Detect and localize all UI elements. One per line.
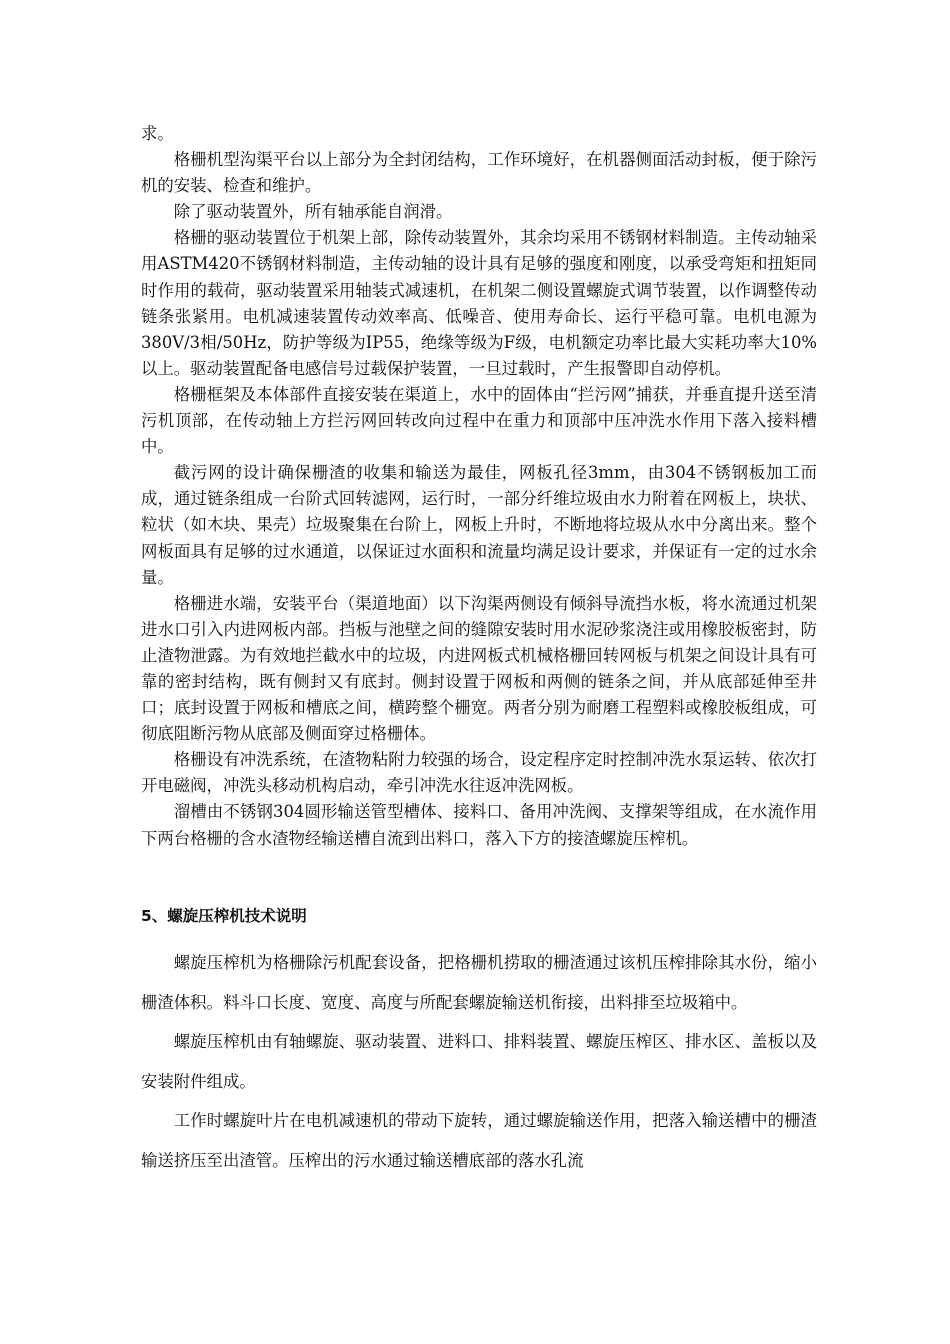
- body-text-block: [141, 121, 817, 852]
- section-heading: 5、螺旋压榨机技术说明: [141, 907, 307, 925]
- paragraph-screen-mesh: 截污网的设计确保栅渣的收集和输送为最佳，网板孔径3mm，由304不锈钢板加工而成，通过链条组成一台阶式回转滤网，运行时，一部分纤维垃圾由水力附着在网板上，块状、粒状（如木块、果壳）垃圾聚集在台阶上，网板上升时，不断地将垃圾从水中分离出来。整个网板面具有足够的过水通道，以保证过水面积和流量均满足设计要求，并保证有一定的过水余量。: [141, 463, 817, 587]
- section-paragraph-components: 螺旋压榨机由有轴螺旋、驱动装置、进料口、排料装置、螺旋压榨区、排水区、盖板以及安装附件组成。: [141, 1032, 817, 1091]
- paragraph-inlet-seal: 格栅进水端，安装平台（渠道地面）以下沟渠两侧设有倾斜导流挡水板，将水流通过机架进水口引入内进网板内部。挡板与池壁之间的缝隙安装时用水泥砂浆浇注或用橡胶板密封，防止渣物泄露。为有效地拦截水中的垃圾，内进网板式机械格栅回转网板与机架之间设计具有可靠的密封结构，既有侧封又有底封。侧封设置于网板和两侧的链条之间，并从底部延伸至井口；底封设置于网板和槽底之间，横跨整个栅宽。两者分别为耐磨工程塑料或橡胶板组成，可彻底阻断污物从底部及侧面穿过格栅体。: [141, 593, 817, 744]
- paragraph-bearings: 除了驱动装置外，所有轴承能自润滑。: [173, 202, 453, 222]
- paragraph-continuation: 求。: [141, 124, 174, 143]
- paragraph-frame: 格栅框架及本体部件直接安装在渠道上，水中的固体由“拦污网”捕获，并垂直提升送至清污机顶部，在传动轴上方拦污网回转改向过程中在重力和顶部中压冲洗水作用下落入接料槽中。: [141, 384, 817, 457]
- section-paragraph-operation: 工作时螺旋叶片在电机减速机的带动下旋转，通过螺旋输送作用，把落入输送槽中的栅渣输送挤压至出渣管。压榨出的污水通过输送槽底部的落水孔流: [141, 1111, 817, 1170]
- paragraph-enclosure: 格栅机型沟渠平台以上部分为全封闭结构，工作环境好，在机器侧面活动封板，便于除污机的安装、检查和维护。: [141, 150, 817, 196]
- paragraph-wash-system: 格栅设有冲洗系统，在渣物粘附力较强的场合，设定程序定时控制冲洗水泵运转、依次打开电磁阀，冲洗头移动机构启动，牵引冲洗水往返冲洗网板。: [141, 750, 817, 796]
- section-body: [141, 943, 817, 1180]
- paragraph-drive-unit: 格栅的驱动装置位于机架上部，除传动装置外，其余均采用不锈钢材料制造。主传动轴采用ASTM420不锈钢材料制造，主传动轴的设计具有足够的强度和刚度，以承受弯矩和扭矩同时作用的载荷，驱动装置采用轴装式减速机，在机架二侧设置螺旋式调节装置，以作调整传动链条张紧用。电机减速装置传动效率高、低噪音、使用寿命长、运行平稳可靠。电机电源为380V/3相/50Hz，防护等级为IP55，绝缘等级为F级，电机额定功率比最大实耗功率大10%以上。驱动装置配备电感信号过载保护装置，一旦过载时，产生报警即自动停机。: [141, 228, 817, 378]
- section-paragraph-purpose: 螺旋压榨机为格栅除污机配套设备，把格栅机捞取的栅渣通过该机压榨排除其水份，缩小栅渣体积。料斗口长度、宽度、高度与所配套螺旋输送机衔接，出料排至垃圾箱中。: [141, 953, 817, 1012]
- paragraph-chute: 溜槽由不锈钢304圆形输送管型槽体、接料口、备用冲洗阀、支撑架等组成，在水流作用下两台格栅的含水渣物经输送槽自流到出料口，落入下方的接渣螺旋压榨机。: [141, 802, 817, 848]
